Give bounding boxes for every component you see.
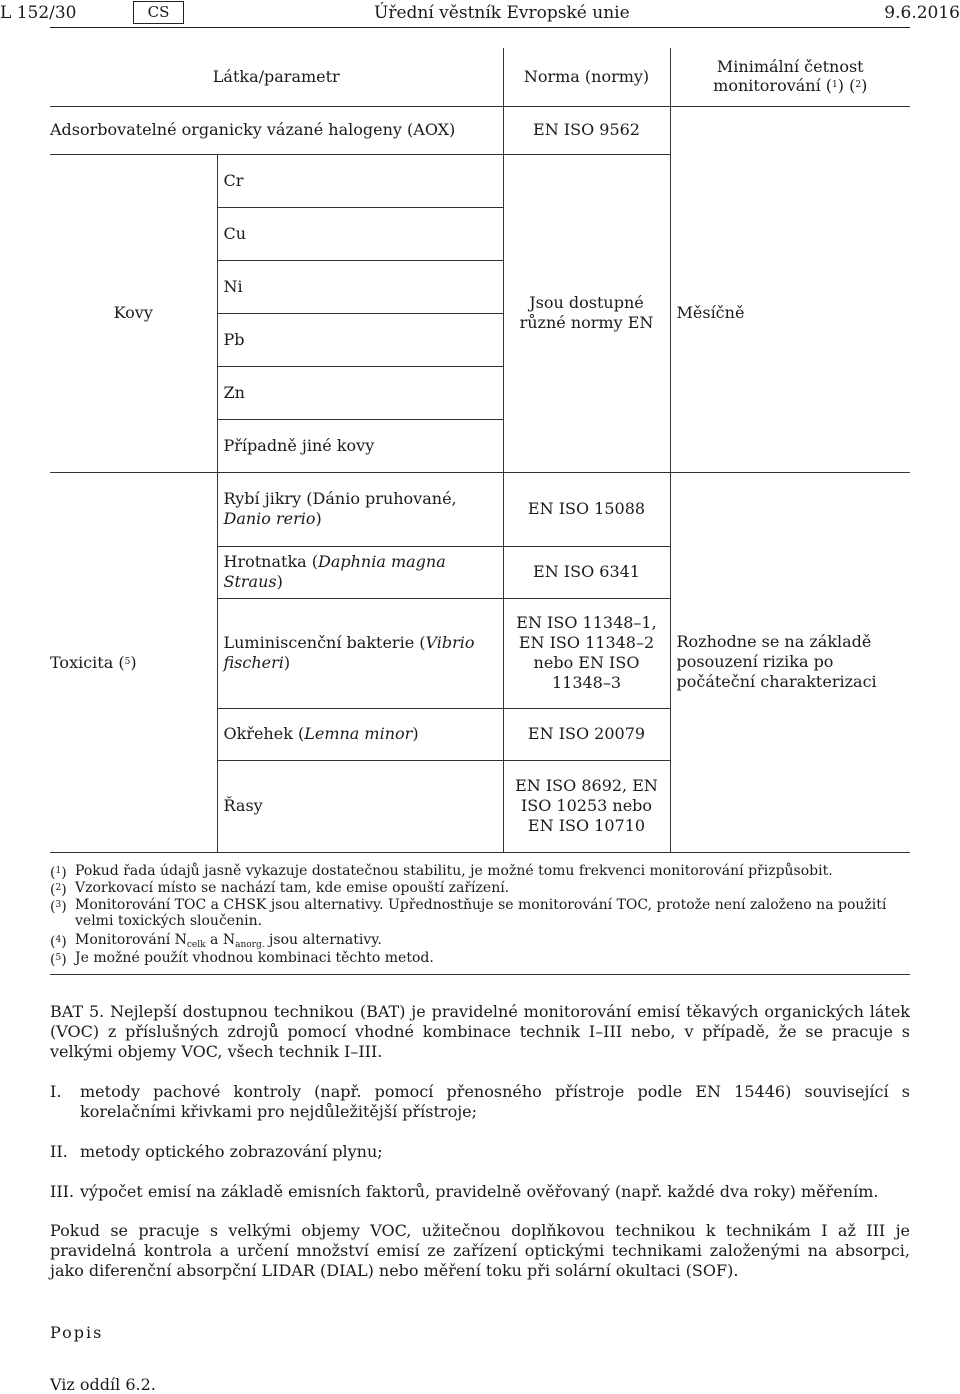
toxicity-group: Toxicita ($^5$) — [50, 472, 217, 852]
daph-close: ) — [276, 572, 283, 591]
footnote-rule — [50, 974, 910, 975]
aox-norm: EN ISO 9562 — [503, 106, 670, 154]
footnote-4-b: a N — [205, 932, 236, 948]
algae: Řasy — [217, 760, 503, 852]
footnote-4-c: jsou alternativy. — [264, 932, 382, 948]
metal-zn: Zn — [217, 366, 503, 419]
metal-cu: Cu — [217, 207, 503, 260]
footnote-1-num: 1 — [55, 866, 62, 876]
bat-item-2-text: metody optického zobrazování plynu; — [80, 1142, 383, 1161]
daph-species: Daphnia magna Straus — [223, 552, 446, 591]
page-reference: L 152/30 — [0, 3, 77, 23]
toxicity-label: Toxicita — [50, 652, 114, 672]
footnote-2-num: 2 — [55, 883, 62, 893]
bat5-closing: Pokud se pracuje s velkými objemy VOC, užitečnou doplňkovou technikou k technikám I až III je pravidelná kontrola a určení množství emisí ze zařízení optickými technikami založenými na absorpci, jako diferenční absorpční LIDAR (DIAL) nebo měření toku při solární okultaci (SOF). — [50, 1221, 910, 1280]
lum-close: ) — [283, 653, 291, 672]
metal-pb: Pb — [217, 313, 503, 366]
fish-species: Danio rerio — [223, 509, 316, 528]
aox-frequency — [670, 106, 910, 154]
footnote-3-text: Monitorování TOC a CHSK jsou alternativy. Upřednostňuje se monitorování TOC, protože není založeno na použití velmi toxických sloučenin. — [75, 897, 887, 929]
footnote-4-a: Monitorování N — [75, 932, 187, 948]
footnote-4-num: 4 — [55, 935, 62, 945]
fish-norm: EN ISO 15088 — [503, 472, 670, 546]
lemna-species: Lemna minor — [304, 724, 413, 743]
footnote-1-text: Pokud řada údajů jasně vykazuje dostatečnou stabilitu, je možné tomu frekvenci monitorování přizpůsobit. — [75, 863, 833, 879]
lemna-text: Okřehek ( — [223, 724, 305, 743]
section-reference: Viz oddíl 6.2. — [50, 1375, 156, 1394]
algae-norm: EN ISO 8692, EN ISO 10253 nebo EN ISO 10710 — [503, 760, 670, 852]
bat5-intro: BAT 5. Nejlepší dostupnou technikou (BAT) je pravidelné monitorování emisí těkavých organických látek (VOC) z příslušných zdrojů pomocí vhodné kombinace technik I–III nebo, v případě, že se pracuje s velkými objemy VOC, všech technik I–III. — [50, 1002, 910, 1061]
bat-item-1-num: I. — [50, 1082, 62, 1101]
monitoring-table — [50, 48, 910, 853]
metals-frequency: Měsíčně — [670, 154, 910, 472]
lum-text: Luminiscenční bakterie ( — [223, 633, 426, 652]
footnote-2-text: Vzorkovací místo se nachází tam, kde emise opouští zařízení. — [75, 880, 510, 896]
aox-label: Adsorbovatelné organicky vázané halogeny (AOX) — [50, 106, 503, 154]
lum-species: Vibrio fischeri — [223, 633, 475, 672]
fish-close: ) — [315, 509, 322, 528]
lemna-close: ) — [412, 724, 419, 743]
metal-ni: Ni — [217, 260, 503, 313]
footnote-4-sub1: celk — [186, 940, 206, 950]
luminescent-bacteria — [217, 598, 503, 708]
metals-norm: Jsou dostupné různé normy EN — [503, 154, 670, 472]
daph-text: Hrotnatka ( — [223, 552, 318, 571]
section-heading-popis: Popis — [50, 1323, 104, 1342]
metal-cr: Cr — [217, 154, 503, 207]
bat-item-2-num: II. — [50, 1142, 68, 1161]
bat-item-3-text: výpočet emisí na základě emisních faktorů, pravidelně ověřovaný (např. každé dva roky) měřením. — [80, 1182, 879, 1201]
language-code: CS — [133, 1, 184, 24]
freq-line1: Minimální četnost — [716, 57, 864, 77]
column-header-substance: Látka/parametr — [50, 48, 503, 106]
journal-title: Úřední věstník Evropské unie — [374, 3, 630, 23]
toxicity-ref: 5 — [124, 656, 131, 667]
duckweed — [217, 708, 503, 760]
daphnia — [217, 546, 503, 598]
freq-ref2: 2 — [855, 80, 862, 91]
publication-date: 9.6.2016 — [884, 3, 960, 23]
duckweed-norm: EN ISO 20079 — [503, 708, 670, 760]
bat-item-1-text: metody pachové kontroly (např. pomocí přenosného přístroje podle EN 15446) související s korelačními křivkami pro nejdůležitější přístroje; — [80, 1082, 910, 1121]
bat-item-3-num: III. — [50, 1182, 75, 1201]
fish-eggs — [217, 472, 503, 546]
metals-group: Kovy — [50, 154, 217, 472]
fish-text: Rybí jikry (Dánio pruhované, — [223, 489, 457, 508]
footnote-4-sub2: anorg. — [235, 940, 265, 950]
luminescent-norm: EN ISO 11348–1, EN ISO 11348–2 nebo EN ISO 11348–3 — [503, 598, 670, 708]
toxicity-frequency: Rozhodne se na základě posouzení rizika po počáteční charakterizaci — [670, 472, 910, 852]
footnote-5-text: Je možné použít vhodnou kombinaci těchto metod. — [75, 950, 434, 966]
freq-line2: monitorování — [713, 76, 821, 96]
footnote-3-num: 3 — [55, 900, 62, 910]
metal-other: Případně jiné kovy — [217, 419, 503, 472]
footnote-5-num: 5 — [55, 953, 62, 963]
column-header-frequency: Minimální četnost monitorování ($^1$) ($^2$) — [670, 48, 910, 106]
column-header-norm: Norma (normy) — [503, 48, 670, 106]
header-rule — [50, 27, 910, 28]
daphnia-norm: EN ISO 6341 — [503, 546, 670, 598]
freq-ref1: 1 — [832, 80, 838, 91]
